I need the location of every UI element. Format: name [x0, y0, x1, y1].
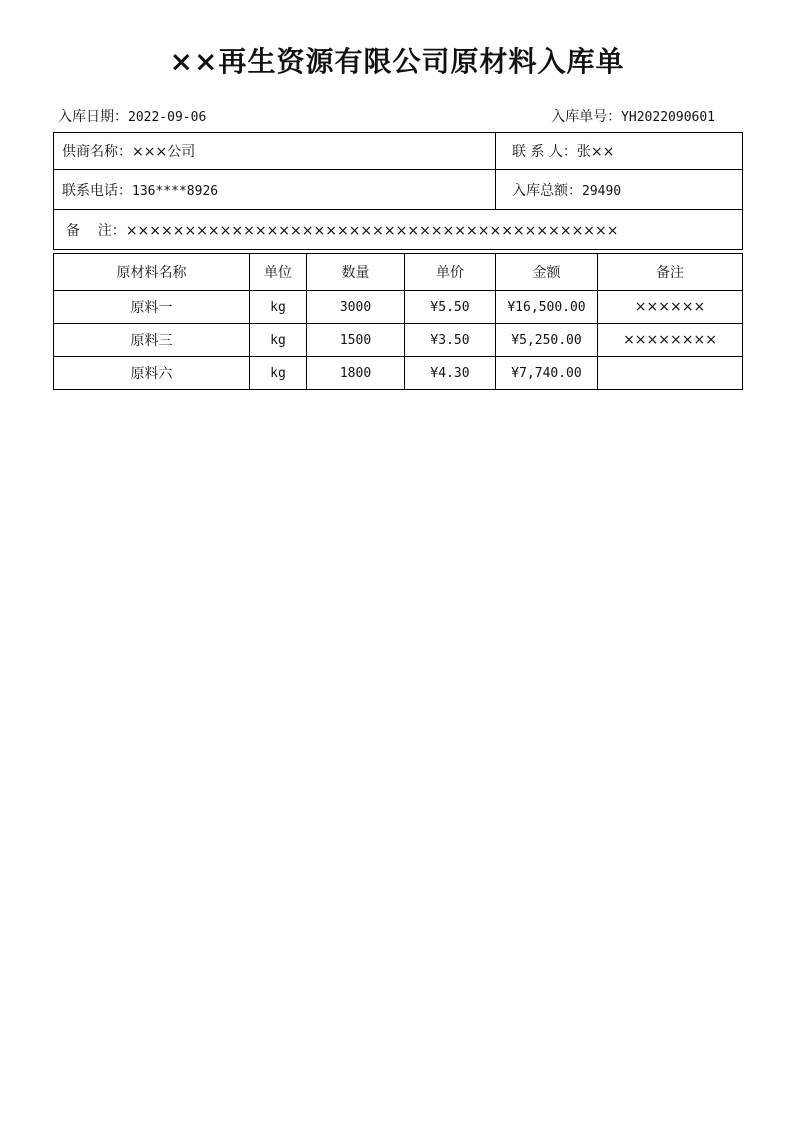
header-cell-remark: 备注 [598, 254, 743, 291]
header-cell-qty: 数量 [307, 254, 405, 291]
cell-remark: ×××××××× [598, 324, 743, 357]
cell-amount: ¥5,250.00 [496, 324, 598, 357]
supplier-value: ×××公司 [132, 144, 196, 160]
cell-name: 原料六 [54, 357, 250, 390]
cell-qty: 3000 [307, 291, 405, 324]
header-cell-unit: 单位 [250, 254, 307, 291]
entry-number-label: 入库单号： [551, 109, 622, 125]
supplier-cell [54, 133, 496, 170]
cell-remark: ×××××× [598, 291, 743, 324]
contact-value: 张×× [576, 144, 615, 160]
cell-amount: ¥16,500.00 [496, 291, 598, 324]
info-row-phone [54, 170, 743, 210]
info-row-supplier [54, 133, 743, 170]
phone-cell [54, 170, 496, 210]
table-row [54, 291, 743, 324]
cell-price: ¥3.50 [405, 324, 496, 357]
entry-date-value: 2022-09-06 [128, 110, 207, 125]
cell-name: 原料一 [54, 291, 250, 324]
cell-qty: 1800 [307, 357, 405, 390]
table-row [54, 357, 743, 390]
phone-label: 联系电话： [62, 182, 132, 199]
remark-cell [54, 210, 743, 250]
cell-unit: kg [250, 357, 307, 390]
table-header-row [54, 254, 743, 291]
info-row-remark [54, 210, 743, 250]
entry-number [551, 106, 715, 126]
info-table [53, 132, 743, 250]
document-title: ××再生资源有限公司原材料入库单 [169, 45, 625, 78]
total-value: 29490 [582, 183, 622, 199]
remark-value: ×××××××××××××××××××××××××××××××××××××××××× [125, 222, 619, 239]
cell-unit: kg [250, 291, 307, 324]
cell-unit: kg [250, 324, 307, 357]
entry-date [58, 106, 206, 126]
phone-value: 136****8926 [132, 183, 219, 199]
contact-label: 联 系 人： [512, 144, 577, 160]
total-label: 入库总额： [512, 182, 582, 199]
header-cell-amount: 金额 [496, 254, 598, 291]
entry-number-value: YH2022090601 [621, 110, 715, 125]
cell-price: ¥4.30 [405, 357, 496, 390]
table-row [54, 324, 743, 357]
cell-remark [598, 357, 743, 390]
cell-name: 原料三 [54, 324, 250, 357]
remark-label: 备 注： [66, 222, 126, 239]
cell-price: ¥5.50 [405, 291, 496, 324]
header-cell-price: 单价 [405, 254, 496, 291]
materials-table [53, 253, 743, 390]
contact-cell [496, 133, 743, 170]
supplier-label: 供商名称： [62, 144, 132, 160]
header-cell-name: 原材料名称 [54, 254, 250, 291]
cell-qty: 1500 [307, 324, 405, 357]
total-cell [496, 170, 743, 210]
entry-date-label: 入库日期： [58, 109, 128, 125]
cell-amount: ¥7,740.00 [496, 357, 598, 390]
